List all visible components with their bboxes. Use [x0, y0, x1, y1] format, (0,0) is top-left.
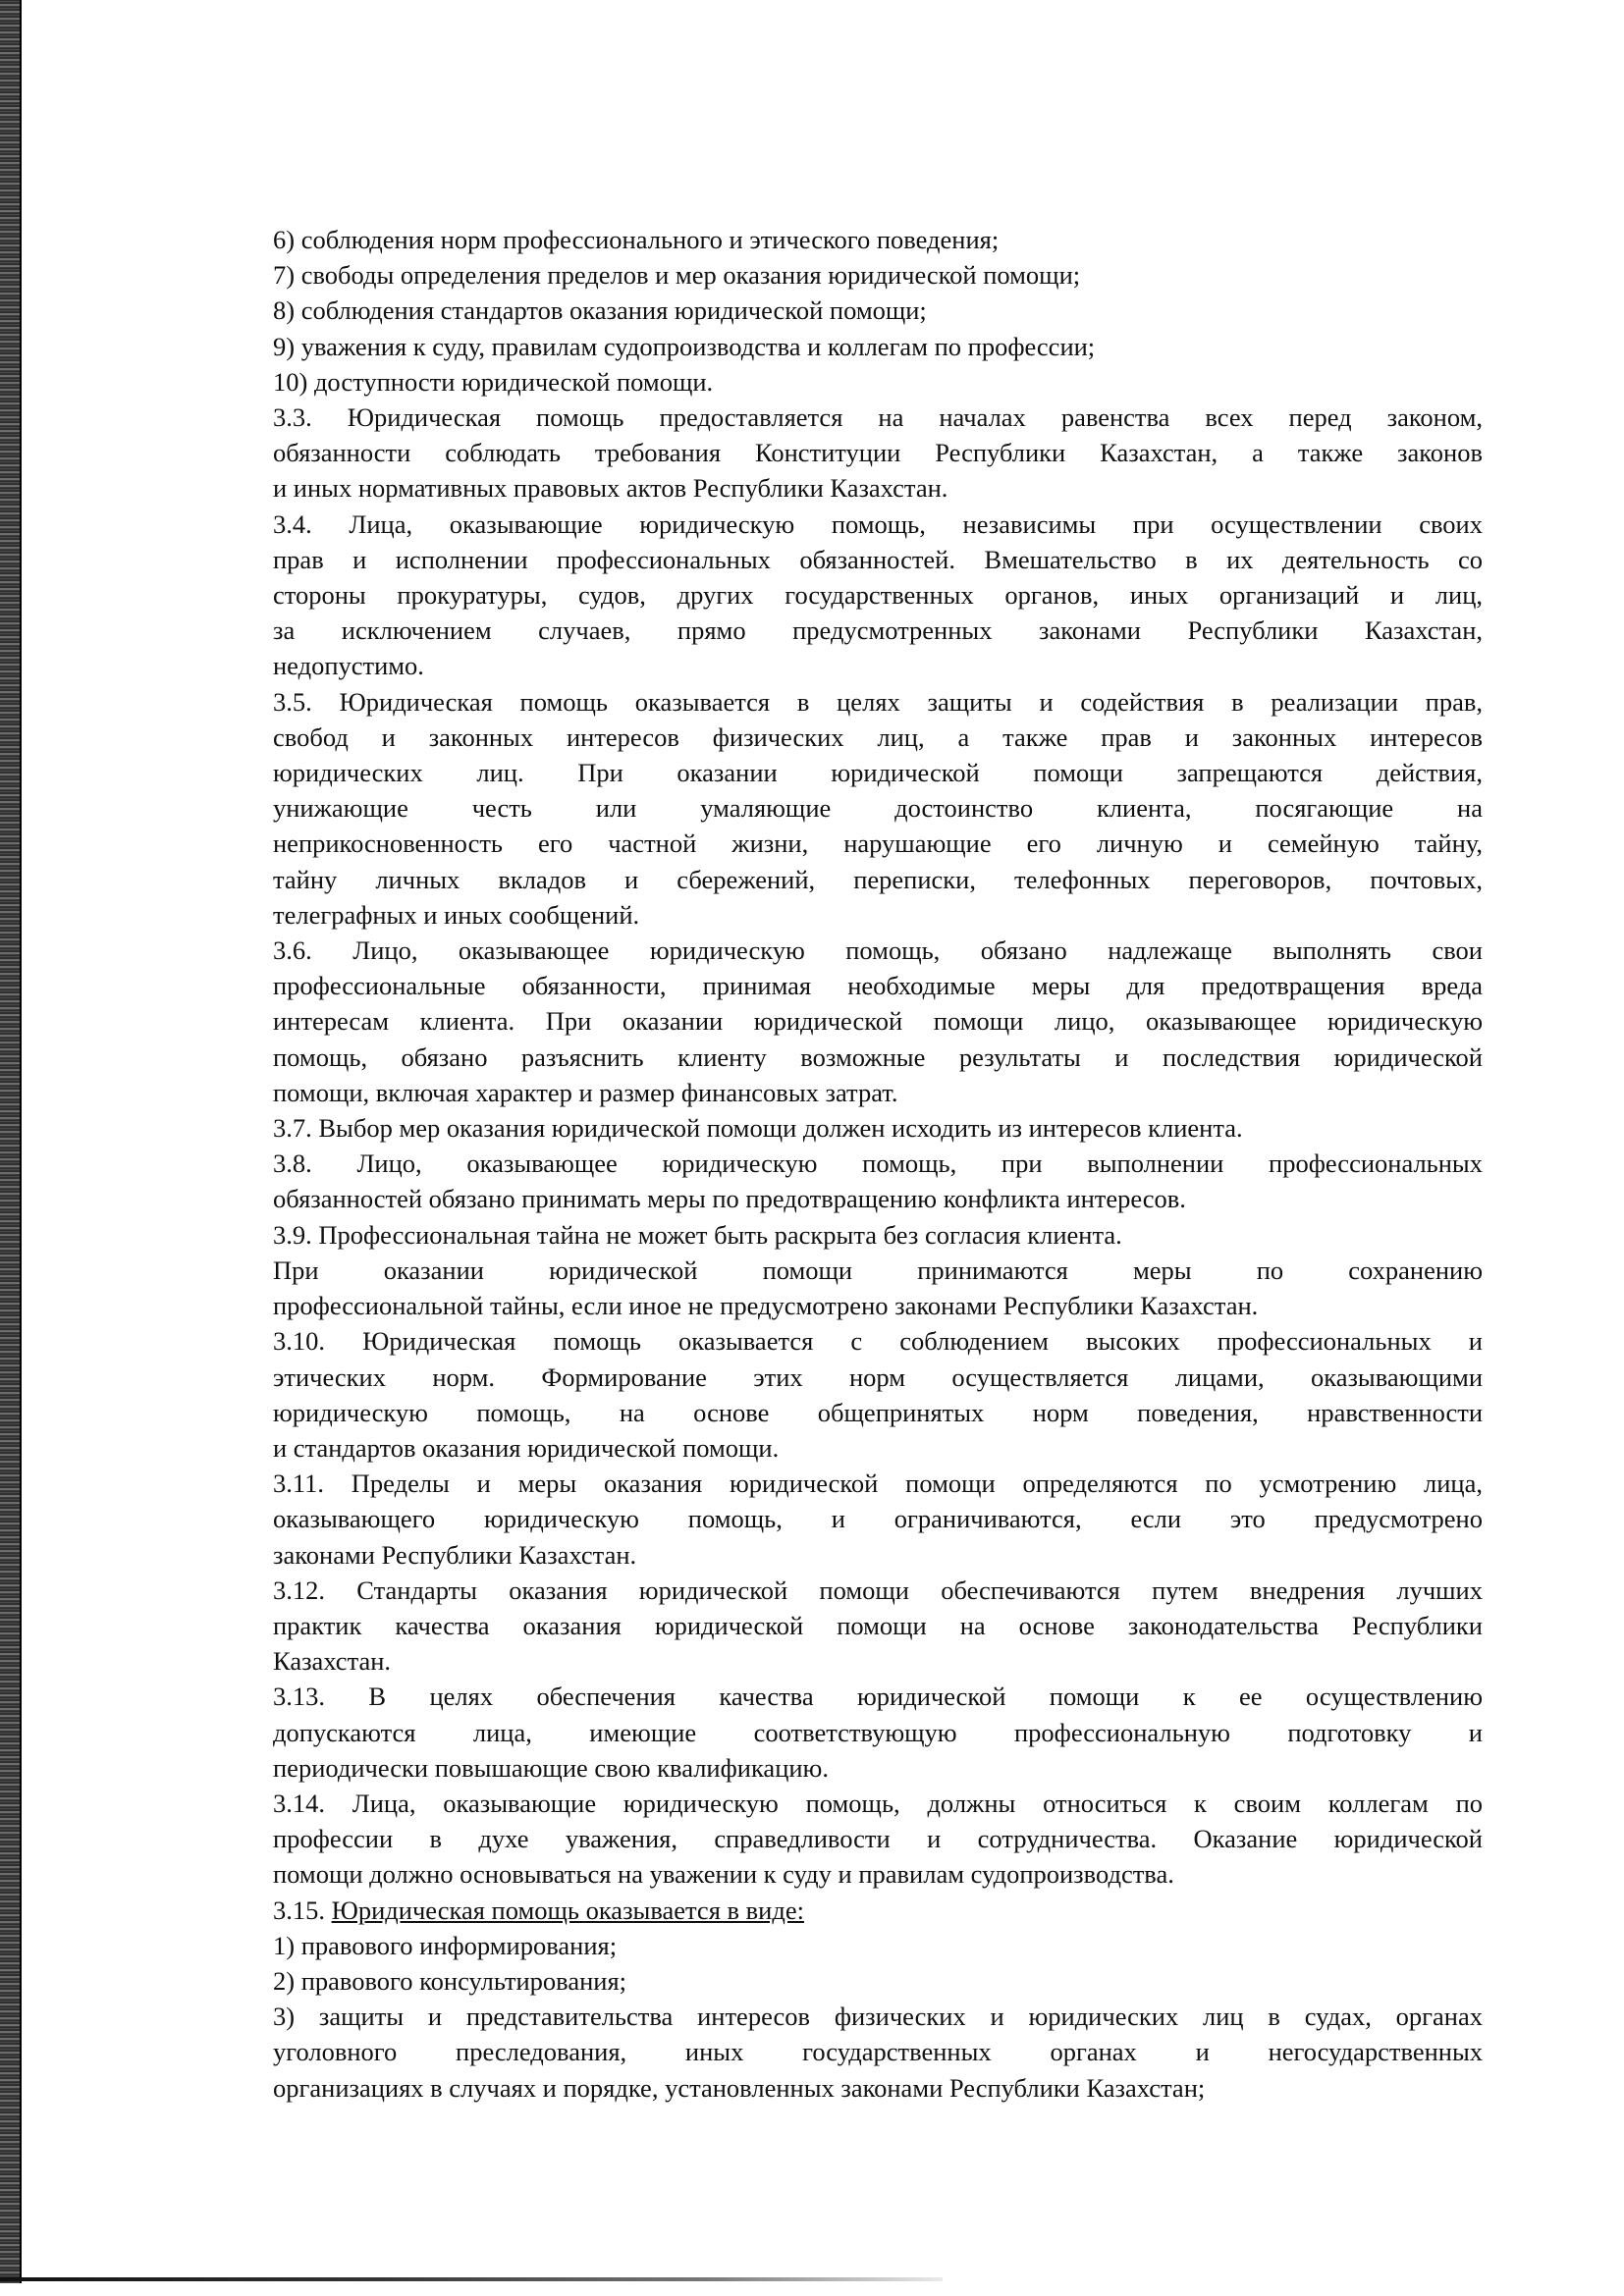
text-line: 3.11. Пределы и меры оказания юридической помощи определяются по усмотрению лица,: [273, 1468, 1483, 1499]
text-line: 3.10. Юридическая помощь оказывается с соблюдением высоких профессиональных и: [273, 1326, 1483, 1357]
section-3-15: [273, 1893, 1483, 2106]
text-line: допускаются лица, имеющие соответствующую профессиональную подготовку и: [273, 1717, 1483, 1747]
text-line: 3.8. Лицо, оказывающее юридическую помощь, при выполнении профессиональных: [273, 1148, 1483, 1179]
text-line: оказывающего юридическую помощь, и ограничиваются, если это предусмотрено: [273, 1504, 1483, 1534]
text-line: юридических лиц. При оказании юридической помощи запрещаются действия,: [273, 758, 1483, 788]
text-line: унижающие честь или умаляющие достоинство клиента, посягающие на: [273, 793, 1483, 824]
text-line: прав и исполнении профессиональных обязанностей. Вмешательство в их деятельность со: [273, 544, 1483, 574]
section-3-15-items: [273, 1928, 1483, 2106]
paragraph: [273, 1217, 1483, 1253]
paragraph: [273, 400, 1483, 507]
paragraph: [273, 1573, 1483, 1680]
scan-bottom-artifact: [0, 2277, 943, 2281]
text-line: 3.12. Стандарты оказания юридической помощи обеспечиваются путем внедрения лучших: [273, 1575, 1483, 1605]
text-line: 3) защиты и представительства интересов физических и юридических лиц в судах, органах: [273, 2002, 1483, 2032]
list-item: 9) уважения к суду, правилам судопроизводства и коллегам по профессии;: [273, 331, 1096, 361]
text-line: 3.5. Юридическая помощь оказывается в целях защиты и содействия в реализации прав,: [273, 686, 1483, 717]
section-3-15-heading-line: [273, 1893, 1483, 1928]
scan-edge-artifact: [0, 0, 22, 2283]
text-line: интересам клиента. При оказании юридической помощи лицо, оказывающее юридическую: [273, 1006, 1483, 1037]
paragraph: [273, 1786, 1483, 1893]
text-line: 3.4. Лица, оказывающие юридическую помощь, независимы при осуществлении своих: [273, 508, 1483, 539]
text-line: профессии в духе уважения, справедливости и сотрудничества. Оказание юридической: [273, 1824, 1483, 1854]
text-line: тайну личных вкладов и сбережений, переписки, телефонных переговоров, почтовых,: [273, 864, 1483, 894]
text-line: организациях в случаях и порядке, установленных законами Республики Казахстан;: [273, 2072, 1206, 2103]
text-line: 3.6. Лицо, оказывающее юридическую помощь, обязано надлежаще выполнять свои: [273, 935, 1483, 966]
text-line: юридическую помощь, на основе общепринятых норм поведения, нравственности: [273, 1397, 1483, 1427]
paragraph: [273, 1679, 1483, 1786]
text-line: 1) правового информирования;: [273, 1930, 618, 1960]
text-line: за исключением случаев, прямо предусмотренных законами Республики Казахстан,: [273, 615, 1483, 646]
text-line: При оказании юридической помощи принимаются меры по сохранению: [273, 1255, 1483, 1285]
section-number: 3.15.: [273, 1895, 325, 1925]
list-item: [273, 1928, 1483, 1963]
text-line: 3.7. Выбор мер оказания юридической помощи должен исходить из интересов клиента.: [273, 1113, 1243, 1144]
text-line: обязанностей обязано принимать меры по предотвращению конфликта интересов.: [273, 1184, 1186, 1214]
section-heading: Юридическая помощь оказывается в виде:: [331, 1895, 804, 1925]
paragraph: [273, 1110, 1483, 1146]
text-line: 3.13. В целях обеспечения качества юридической помощи к ее осуществлению: [273, 1682, 1483, 1712]
text-line: законами Республики Казахстан.: [273, 1539, 637, 1570]
paragraph: [273, 684, 1483, 933]
list-item: [273, 1963, 1483, 1999]
text-line: профессиональной тайны, если иное не предусмотрено законами Республики Казахстан.: [273, 1291, 1259, 1321]
text-line: обязанности соблюдать требования Конституции Республики Казахстан, а также законов: [273, 438, 1483, 468]
text-line: этических норм. Формирование этих норм осуществляется лицами, оказывающими: [273, 1362, 1483, 1392]
list-item: [273, 1999, 1483, 2106]
document-page: [273, 222, 1483, 2106]
text-line: и стандартов оказания юридической помощи.: [273, 1432, 780, 1463]
text-line: периодически повышающие свою квалификацию.: [273, 1752, 829, 1783]
text-line: 2) правового консультирования;: [273, 1965, 627, 1996]
text-line: свобод и законных интересов физических лиц, а также прав и законных интересов: [273, 721, 1483, 752]
text-line: телеграфных и иных сообщений.: [273, 899, 640, 930]
text-line: помощь, обязано разъяснить клиенту возможные результаты и последствия юридической: [273, 1041, 1483, 1072]
text-line: 3.9. Профессиональная тайна не может быть раскрыта без согласия клиента.: [273, 1219, 1122, 1250]
text-line: помощи, включая характер и размер финансовых затрат.: [273, 1077, 898, 1107]
text-line: недопустимо.: [273, 651, 424, 681]
text-line: практик качества оказания юридической помощи на основе законодательства Республики: [273, 1610, 1483, 1640]
text-line: уголовного преследования, иных государственных органах и негосударственных: [273, 2037, 1483, 2067]
list-continued: [273, 222, 1483, 400]
text-line: 3.14. Лица, оказывающие юридическую помощь, должны относиться к своим коллегам по: [273, 1788, 1483, 1818]
list-item: 7) свободы определения пределов и мер оказания юридической помощи;: [273, 260, 1081, 291]
text-line: стороны прокуратуры, судов, других государственных органов, иных организаций и лиц,: [273, 580, 1483, 611]
paragraph: [273, 933, 1483, 1110]
paragraph: [273, 507, 1483, 684]
list-item: 10) доступности юридической помощи.: [273, 366, 714, 397]
paragraph: [273, 1253, 1483, 1323]
text-line: 3.3. Юридическая помощь предоставляется на началах равенства всех перед законом,: [273, 402, 1483, 433]
paragraph: [273, 1323, 1483, 1466]
paragraph: [273, 1466, 1483, 1573]
list-item: 8) соблюдения стандартов оказания юридической помощи;: [273, 295, 927, 326]
text-line: неприкосновенность его частной жизни, нарушающие его личную и семейную тайну,: [273, 828, 1483, 859]
paragraphs: [273, 400, 1483, 1893]
text-line: и иных нормативных правовых актов Республики Казахстан.: [273, 473, 948, 504]
text-line: Казахстан.: [273, 1646, 392, 1677]
paragraph: [273, 1146, 1483, 1216]
list-item: 6) соблюдения норм профессионального и этического поведения;: [273, 225, 1000, 254]
text-line: помощи должно основываться на уважении к суду и правилам судопроизводства.: [273, 1859, 1174, 1890]
text-line: профессиональные обязанности, принимая необходимые меры для предотвращения вреда: [273, 971, 1483, 1001]
